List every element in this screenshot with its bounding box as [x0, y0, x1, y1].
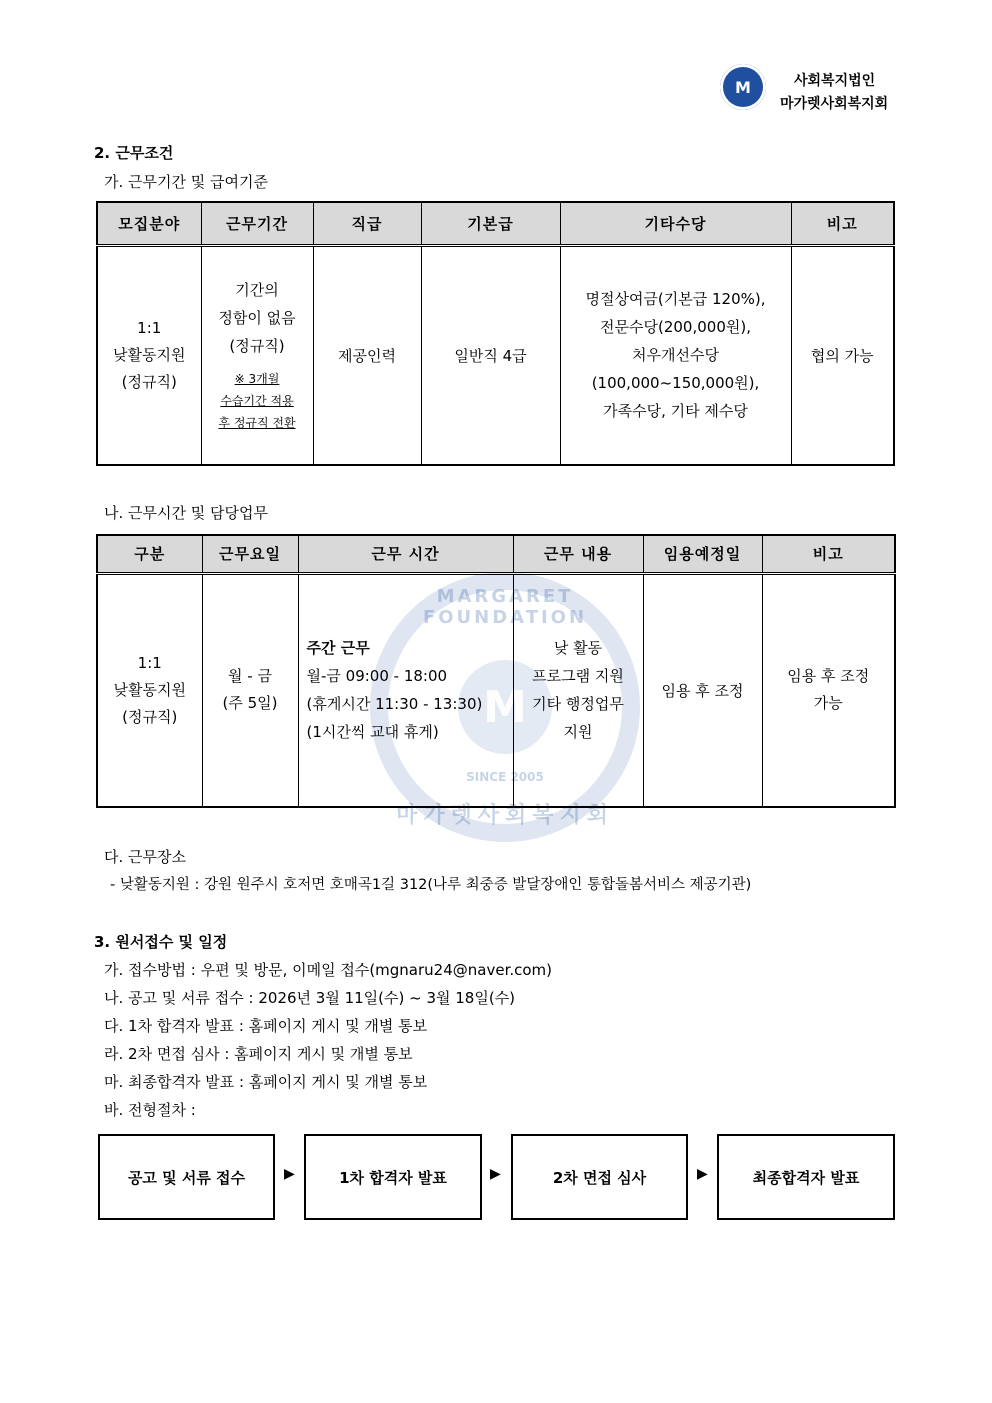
t1-allowance-line: 명절상여금(기본급 120%),: [585, 290, 766, 309]
t1-header-rank: 직급: [313, 202, 421, 245]
schedule-table: [96, 534, 896, 808]
t2-header-days: 근무요일: [202, 535, 298, 573]
t2-duty-line: 기타 행정업무: [532, 695, 624, 714]
watermark-bottom-text: 마가렛사회복지회: [395, 803, 615, 828]
t2-time-line: (휴게시간 11:30 - 13:30): [306, 695, 483, 714]
t1-allowance-line: 처우개선수당: [632, 346, 719, 365]
section3-item: 라. 2차 면접 심사 : 홈페이지 게시 및 개별 통보: [104, 1045, 413, 1063]
flow-step-4: 최종합격자 발표: [717, 1134, 895, 1220]
t2-header-start-date: 임용예정일: [643, 535, 762, 573]
t1-period-line: 정함이 없음: [218, 309, 296, 328]
t1-allowance-line: 전문수당(200,000원),: [600, 318, 751, 337]
org-line1: 사회복지법인: [794, 73, 876, 89]
t1-header-period: 근무기간: [201, 202, 313, 245]
t2-duty-line: 프로그램 지원: [532, 667, 624, 686]
org-name: [780, 70, 888, 116]
t2-duty-line: 지원: [563, 723, 593, 742]
t2-remarks-line: 임용 후 조정: [787, 667, 870, 686]
section2-sub-a: 가. 근무기간 및 급여기준: [104, 173, 268, 191]
t2-category-line: 낮활동지원: [113, 680, 186, 699]
section3-item: 바. 전형절차 :: [104, 1101, 196, 1119]
salary-table: [96, 201, 895, 466]
watermark-letter: M: [458, 660, 552, 754]
t1-remarks-cell: 협의 가능: [791, 245, 894, 465]
t2-days-cell: [202, 573, 298, 807]
flow-step-3: 2차 면접 심사: [511, 1134, 688, 1220]
t2-category-line: (정규직): [122, 707, 178, 726]
t1-period-line: (정규직): [229, 337, 285, 356]
t1-allowances-cell: [560, 245, 791, 465]
t2-header-category: 구분: [97, 535, 202, 573]
section2-title: 2. 근무조건: [94, 144, 174, 162]
flow-arrow-icon: ▶: [697, 1166, 708, 1182]
t2-duties-cell: [513, 573, 643, 807]
watermark-since: SINCE 2005: [466, 770, 544, 784]
t2-duty-line: 낮 활동: [553, 639, 603, 658]
t2-time-line: (1시간씩 교대 휴게): [306, 723, 439, 742]
t2-time-cell: [298, 573, 513, 807]
t2-remarks-cell: [762, 573, 895, 807]
t1-base-pay-cell: 일반직 4급: [421, 245, 560, 465]
t2-header-time: 근무 시간: [298, 535, 513, 573]
t2-time-line: 월-금 09:00 - 18:00: [306, 667, 448, 686]
flow-step-2: 1차 합격자 발표: [304, 1134, 482, 1220]
t1-period-line: 기간의: [235, 281, 279, 300]
t1-header-remarks: 비고: [791, 202, 894, 245]
flow-step-1: 공고 및 서류 접수: [98, 1134, 275, 1220]
section2-sub-c: 다. 근무장소: [104, 848, 186, 866]
section3-item: 마. 최종합격자 발표 : 홈페이지 게시 및 개별 통보: [104, 1073, 428, 1091]
t1-field-cell: [97, 245, 201, 465]
t1-period-cell: [201, 245, 313, 465]
maple-leaf-logo-icon: [720, 64, 766, 110]
t2-header-duties: 근무 내용: [513, 535, 643, 573]
t1-rank-cell: 제공인력: [313, 245, 421, 465]
t2-remarks-line: 가능: [813, 694, 843, 713]
logo-letter: M: [735, 77, 751, 97]
t1-field-line: 1:1: [137, 318, 162, 337]
t1-period-note: 후 정규직 전환: [218, 416, 296, 431]
t1-header-allowances: 기타수당: [560, 202, 791, 245]
t2-start-date-cell: 임용 후 조정: [643, 573, 762, 807]
section3-item: 다. 1차 합격자 발표 : 홈페이지 게시 및 개별 통보: [104, 1017, 428, 1035]
section3-item: 나. 공고 및 서류 접수 : 2026년 3월 11일(수) ~ 3월 18일(수): [104, 989, 516, 1007]
section3-title: 3. 원서접수 및 일정: [94, 933, 228, 951]
t2-time-title: 주간 근무: [306, 639, 370, 658]
org-line2: 마가렛사회복지회: [780, 96, 889, 112]
section2-sub-b: 나. 근무시간 및 담당업무: [104, 504, 268, 522]
t1-allowance-line: 가족수당, 기타 제수당: [603, 402, 748, 421]
t2-days-line: 월 - 금: [228, 667, 272, 686]
flow-arrow-icon: ▶: [284, 1166, 295, 1182]
t1-period-note: ※ 3개월: [234, 372, 280, 387]
t2-header-remarks: 비고: [762, 535, 895, 573]
t1-header-base-pay: 기본급: [421, 202, 560, 245]
t2-category-line: 1:1: [137, 653, 162, 672]
t2-days-line: (주 5일): [222, 694, 278, 713]
t2-category-cell: [97, 573, 202, 807]
t1-field-line: 낮활동지원: [113, 345, 186, 364]
flow-arrow-icon: ▶: [490, 1166, 501, 1182]
t1-period-note: 수습기간 적용: [220, 394, 294, 409]
work-location: - 낮활동지원 : 강원 원주시 호저면 호매곡1길 312(나루 최중증 발달장애인 통합돌봄서비스 제공기관): [110, 877, 752, 893]
watermark-top-text: MARGARET FOUNDATION: [422, 586, 588, 628]
t1-field-line: (정규직): [121, 372, 177, 391]
section3-item: 가. 접수방법 : 우편 및 방문, 이메일 접수(mgnaru24@naver.com): [104, 961, 553, 979]
t1-allowance-line: (100,000~150,000원),: [591, 374, 760, 393]
t1-header-field: 모집분야: [97, 202, 201, 245]
